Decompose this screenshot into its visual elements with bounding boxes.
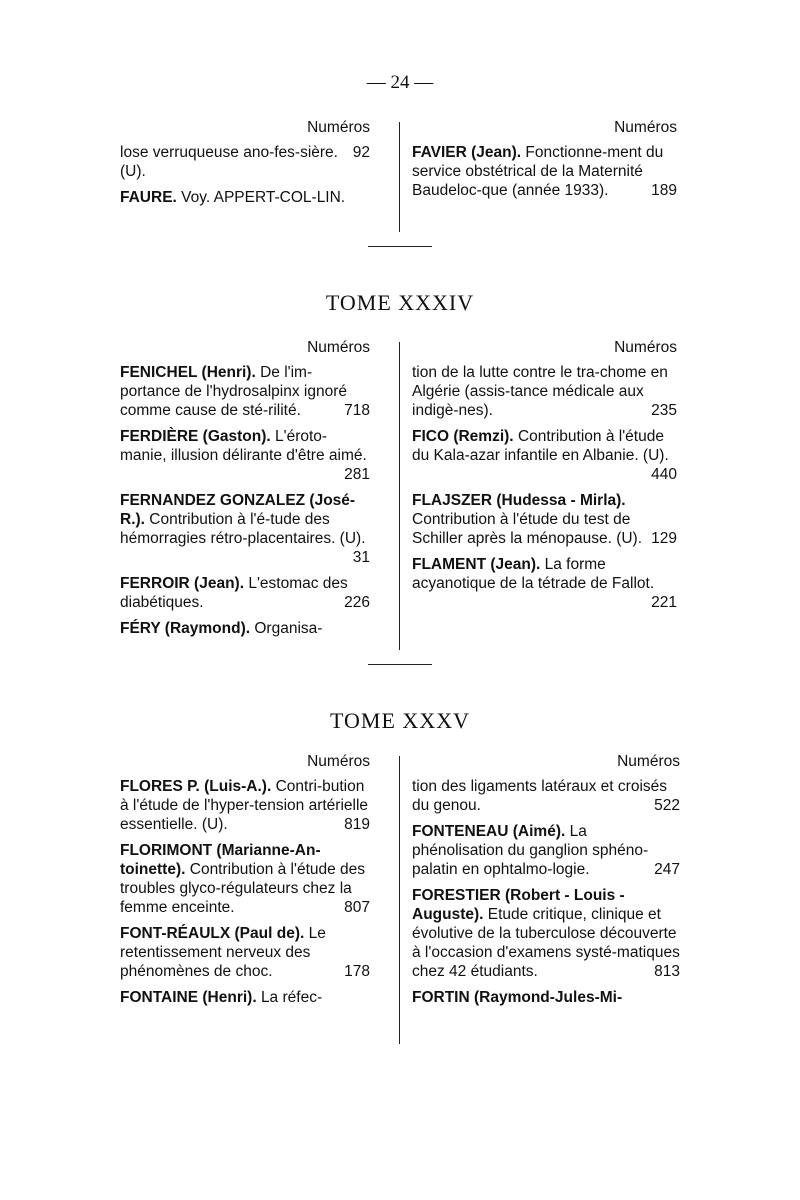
entry-text: La phénolisation du ganglion sphéno-palatin en ophtalmo-logie. xyxy=(412,823,649,878)
index-entry xyxy=(412,363,677,420)
entry-text: tion de la lutte contre le tra-chome en Algérie (assis-tance médicale aux indigè-nes). xyxy=(412,364,668,419)
index-entry xyxy=(412,143,677,200)
tome34-right-column xyxy=(412,338,677,619)
index-entry xyxy=(120,491,370,567)
entry-number: 247 xyxy=(654,861,680,878)
entry-text: La forme acyanotique de la tétrade de Fallot. xyxy=(412,556,655,592)
entry-number: 221 xyxy=(651,594,677,611)
column-divider xyxy=(399,756,400,1044)
index-entry xyxy=(412,491,677,548)
entry-name: FONT-RÉAULX (Paul de). xyxy=(120,925,305,942)
numeros-header: Numéros xyxy=(614,339,677,356)
numeros-header: Numéros xyxy=(614,119,677,136)
entry-number: 813 xyxy=(654,963,680,980)
entry-name: FAURE. xyxy=(120,189,177,206)
index-entry xyxy=(412,427,677,484)
entry-text: Le retentissement nerveux des phénomènes de choc. xyxy=(120,925,326,980)
tome34-left-column xyxy=(120,338,370,645)
entry-text: Contribution à l'étude des troubles glyco-régulateurs chez la femme enceinte. xyxy=(120,861,366,916)
entry-number: 92 xyxy=(352,144,370,161)
entry-number: 522 xyxy=(654,797,680,814)
section0-left-column xyxy=(120,118,370,214)
tome35-left-column xyxy=(120,752,370,1014)
index-entry xyxy=(412,822,680,879)
entry-number: 31 xyxy=(352,549,370,566)
index-entry xyxy=(120,924,370,981)
numeros-header: Numéros xyxy=(307,339,370,356)
entry-name: FONTAINE (Henri). xyxy=(120,989,257,1006)
index-entry xyxy=(412,555,677,612)
entry-name: FERDIÈRE (Gaston). xyxy=(120,428,271,445)
entry-text: Contri-bution à l'étude de l'hyper-tension artérielle essentielle. (U). xyxy=(120,778,369,833)
entry-text: lose verruqueuse ano-fes-sière. (U). xyxy=(120,144,338,180)
index-entry xyxy=(120,143,370,181)
entry-number: 226 xyxy=(344,594,370,611)
entry-number: 189 xyxy=(651,182,677,199)
numeros-header: Numéros xyxy=(617,753,680,770)
entry-name: FERROIR (Jean). xyxy=(120,575,245,592)
tome-heading: TOME XXXIV xyxy=(325,290,475,315)
entry-number: 718 xyxy=(344,402,370,419)
index-entry xyxy=(120,427,370,484)
entry-number: 819 xyxy=(344,816,370,833)
entry-name: FENICHEL (Henri). xyxy=(120,364,256,381)
entry-name: FLAMENT (Jean). xyxy=(412,556,541,573)
numeros-header: Numéros xyxy=(307,119,370,136)
column-divider xyxy=(399,342,400,650)
entry-text: De l'im-portance de l'hydrosalpinx ignoré comme cause de sté-rilité. xyxy=(120,364,347,419)
entry-name: FORESTIER (Robert - Louis - Auguste). xyxy=(412,887,625,923)
index-entry xyxy=(120,574,370,612)
index-entry xyxy=(120,188,370,207)
entry-name: FICO (Remzi). xyxy=(412,428,514,445)
entry-number: 281 xyxy=(344,466,370,483)
index-entry xyxy=(120,841,370,917)
entry-text: Contribution à l'étude du test de Schiller après la ménopause. (U). xyxy=(412,511,643,547)
index-entry xyxy=(120,777,370,834)
index-entry xyxy=(120,363,370,420)
entry-text: Fonctionne-ment du service obstétrical de la Maternité Baudeloc-que (année 1933). xyxy=(412,144,664,199)
entry-name: FAVIER (Jean). xyxy=(412,144,522,161)
entry-name: FLORES P. (Luis-A.). xyxy=(120,778,272,795)
section0-right-column xyxy=(412,118,677,207)
index-entry xyxy=(412,777,680,815)
entry-name: FERNANDEZ GONZALEZ (José-R.). xyxy=(120,492,356,528)
tome-heading: TOME XXXV xyxy=(330,708,470,733)
section-separator xyxy=(368,246,432,247)
entry-text: La réfec- xyxy=(260,989,323,1006)
entry-text: L'estomac des diabétiques. xyxy=(120,575,348,611)
entry-text: Contribution à l'é-tude des hémorragies rétro-placentaires. (U). xyxy=(120,511,366,547)
entry-text: L'éroto-manie, illusion délirante d'être aimé. xyxy=(120,428,367,464)
entry-name: FONTENEAU (Aimé). xyxy=(412,823,566,840)
entry-name: FLAJSZER (Hudessa - Mirla). xyxy=(412,492,626,509)
index-entry xyxy=(412,886,680,981)
entry-name: FLORIMONT (Marianne-An-toinette). xyxy=(120,842,321,878)
tome35-right-column xyxy=(412,752,680,1014)
entry-name: FORTIN (Raymond-Jules-Mi- xyxy=(412,989,623,1006)
entry-number: 807 xyxy=(344,899,370,916)
page-number: — 24 — xyxy=(366,72,434,93)
index-entry xyxy=(120,619,370,638)
entry-name: FÉRY (Raymond). xyxy=(120,620,251,637)
entry-number: 129 xyxy=(651,530,677,547)
column-divider xyxy=(399,122,400,232)
entry-number: 440 xyxy=(651,466,677,483)
entry-text: tion des ligaments latéraux et croisés du genou. xyxy=(412,778,668,814)
entry-text: Voy. APPERT-COL-LIN. xyxy=(181,189,346,206)
numeros-header: Numéros xyxy=(307,753,370,770)
entry-number: 178 xyxy=(344,963,370,980)
entry-text: Contribution à l'étude du Kala-azar infantile en Albanie. (U). xyxy=(412,428,669,464)
index-entry xyxy=(120,988,370,1007)
section-separator xyxy=(368,664,432,665)
entry-number: 235 xyxy=(651,402,677,419)
index-entry xyxy=(412,988,680,1007)
entry-text: Etude critique, clinique et évolutive de la tuberculose découverte à l'occasion d'examens systé-matiques chez 42 étudiants. xyxy=(412,906,680,980)
entry-text: Organisa- xyxy=(254,620,323,637)
